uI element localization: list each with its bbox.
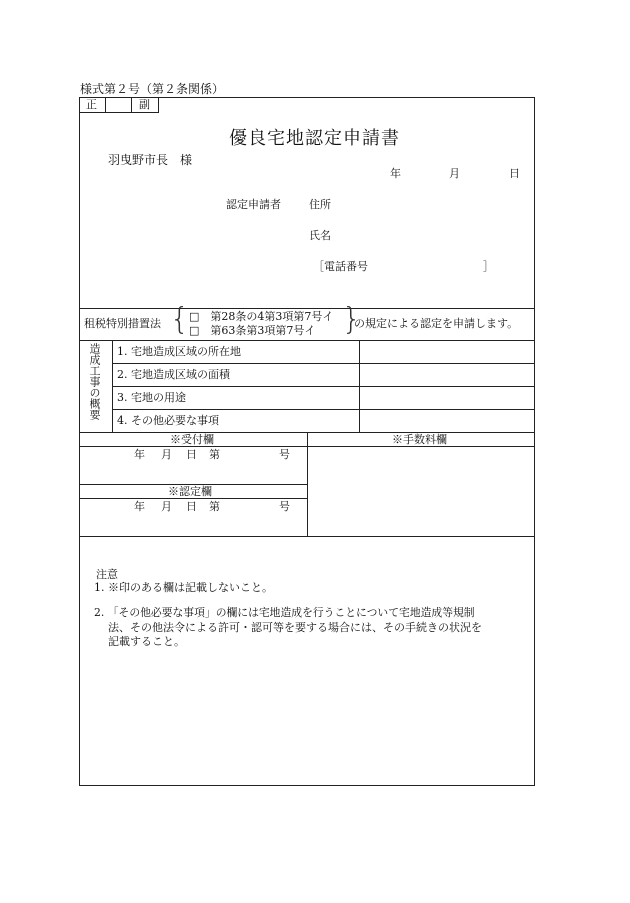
law-label: 租税特別措置法: [84, 317, 161, 330]
notes-heading: 注意: [96, 568, 118, 581]
approval-go-label: 号: [279, 500, 290, 513]
reception-header: ※受付欄: [170, 433, 214, 446]
note-item-1: 1. ※印のある欄は記載しないこと。: [94, 581, 273, 594]
law-suffix: の規定による認定を申請します。: [354, 317, 519, 330]
approval-day-label: 日: [186, 500, 197, 513]
reception-dai-label: 第: [209, 448, 220, 461]
office-section-divider: [307, 432, 308, 536]
notes-top-border: [79, 536, 535, 537]
approval-dai-label: 第: [209, 500, 220, 513]
form-number: 様式第２号（第２条関係）: [80, 82, 225, 96]
overview-top-border: [79, 340, 535, 341]
approval-header: ※認定欄: [168, 485, 212, 498]
copy-mark-original: 正: [86, 98, 97, 111]
reception-day-label: 日: [186, 448, 197, 461]
overview-heading: 造成工事の概要: [88, 343, 101, 420]
copy-marks-separator: [105, 97, 106, 112]
approval-month-label: 月: [161, 500, 172, 513]
overview-item-area: 2. 宅地造成区域の面積: [117, 368, 230, 381]
overview-row-divider: [112, 409, 535, 410]
copy-marks-separator: [131, 97, 132, 112]
overview-other-value[interactable]: [361, 411, 533, 431]
copy-marks-separator: [158, 97, 159, 112]
applicant-name-label: 氏名: [309, 229, 331, 242]
reception-go-label: 号: [279, 448, 290, 461]
applicant-label: 認定申請者: [226, 198, 281, 211]
note-item-2-line-1: 2. 「その他必要な事項」の欄には宅地造成を行うことについて宅地造成等規制: [94, 606, 475, 619]
overview-item-location: 1. 宅地造成区域の所在地: [117, 345, 241, 358]
overview-row-divider: [112, 386, 535, 387]
left-brace-icon: {: [170, 302, 190, 337]
reception-year-label: 年: [134, 448, 145, 461]
law-row-top-border: [79, 308, 535, 309]
right-brace-icon: }: [342, 302, 362, 337]
form-title: 優良宅地認定申請書: [229, 128, 400, 149]
overview-item-other: 4. その他必要な事項: [117, 414, 219, 427]
applicant-address-label: 住所: [309, 198, 331, 211]
copy-mark-duplicate: 副: [139, 98, 150, 111]
law-option-article-63: □ 第63条第3項第7号イ: [189, 324, 316, 337]
note-item-2-line-3: 記載すること。: [108, 635, 185, 648]
date-month-label: 月: [449, 167, 460, 180]
approval-header-divider: [79, 498, 307, 499]
reception-month-label: 月: [161, 448, 172, 461]
overview-location-value[interactable]: [361, 342, 533, 362]
copy-marks-divider: [79, 112, 159, 113]
office-header-divider: [79, 446, 535, 447]
overview-usage-value[interactable]: [361, 388, 533, 408]
law-option-article-28: □ 第28条の4第3項第7号イ: [189, 310, 334, 323]
fee-header: ※手数料欄: [392, 433, 447, 446]
addressee: 羽曳野市長 様: [108, 153, 193, 167]
date-day-label: 日: [509, 167, 520, 180]
overview-row-divider: [112, 363, 535, 364]
overview-item-usage: 3. 宅地の用途: [117, 391, 186, 404]
applicant-phone-close: ］: [483, 260, 494, 273]
date-year-label: 年: [390, 167, 401, 180]
approval-year-label: 年: [134, 500, 145, 513]
applicant-phone-label: ［電話番号: [313, 260, 368, 273]
note-item-2-line-2: 法、その他法令による許可・認可等を要する場合には、その手続きの状況を: [108, 621, 482, 634]
overview-area-value[interactable]: [361, 365, 533, 385]
